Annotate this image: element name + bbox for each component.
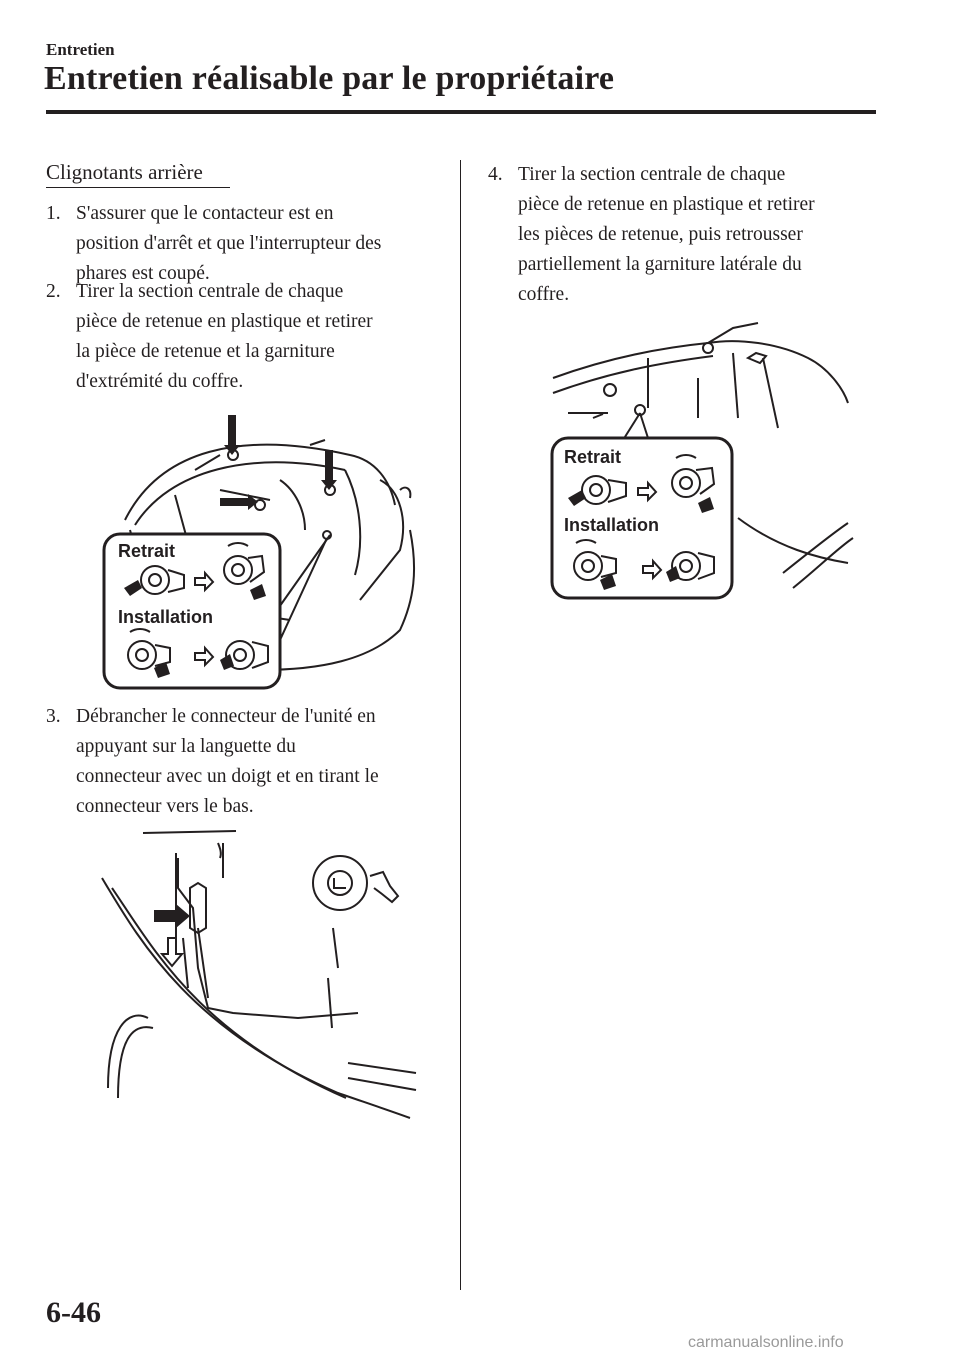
step-3 bbox=[46, 702, 456, 824]
step-text bbox=[76, 702, 456, 822]
retrait-label: Retrait bbox=[118, 541, 176, 561]
trunk-retainer-figure bbox=[100, 410, 420, 700]
step-line: position d'arrêt et que l'interrupteur des bbox=[76, 233, 382, 254]
step-2 bbox=[46, 277, 456, 399]
step-line: partiellement la garniture latérale du bbox=[518, 254, 802, 275]
installation-label: Installation bbox=[118, 607, 214, 627]
step-text bbox=[76, 277, 456, 397]
connector-figure bbox=[98, 828, 418, 1118]
step-number: 2. bbox=[46, 281, 61, 302]
step-text bbox=[76, 199, 456, 289]
step-number: 1. bbox=[46, 203, 61, 224]
subheading-underline bbox=[46, 187, 230, 188]
step-line: pièce de retenue en plastique et retirer bbox=[518, 194, 815, 215]
step-line: les pièces de retenue, puis retrousser bbox=[518, 224, 803, 245]
column-divider bbox=[460, 160, 461, 1290]
title-rule bbox=[46, 110, 876, 114]
step-line: Tirer la section centrale de chaque bbox=[518, 164, 786, 185]
step-line: pièce de retenue en plastique et retirer bbox=[76, 311, 373, 332]
trunk-side-trim-figure bbox=[548, 318, 853, 603]
page-number: 6-46 bbox=[46, 1296, 101, 1329]
step-line: appuyant sur la languette du bbox=[76, 736, 296, 757]
installation-label: Installation bbox=[564, 515, 660, 535]
step-line: Tirer la section centrale de chaque bbox=[76, 281, 344, 302]
page-title: Entretien réalisable par le propriétaire bbox=[44, 60, 615, 97]
section-label: Entretien bbox=[46, 40, 115, 59]
step-line: phares est coupé. bbox=[76, 263, 210, 284]
step-number: 4. bbox=[488, 164, 503, 185]
step-text bbox=[518, 160, 898, 310]
step-line: la pièce de retenue et la garniture bbox=[76, 341, 335, 362]
retrait-label: Retrait bbox=[564, 447, 622, 467]
step-number: 3. bbox=[46, 706, 61, 727]
step-line: connecteur avec un doigt et en tirant le bbox=[76, 766, 379, 787]
step-line: Débrancher le connecteur de l'unité en bbox=[76, 706, 376, 727]
step-line: d'extrémité du coffre. bbox=[76, 371, 244, 392]
step-line: S'assurer que le contacteur est en bbox=[76, 203, 334, 224]
step-4 bbox=[488, 160, 898, 312]
watermark: carmanualsonline.info bbox=[688, 1334, 844, 1351]
step-line: connecteur vers le bas. bbox=[76, 796, 254, 817]
subheading: Clignotants arrière bbox=[46, 160, 203, 184]
step-line: coffre. bbox=[518, 284, 570, 305]
